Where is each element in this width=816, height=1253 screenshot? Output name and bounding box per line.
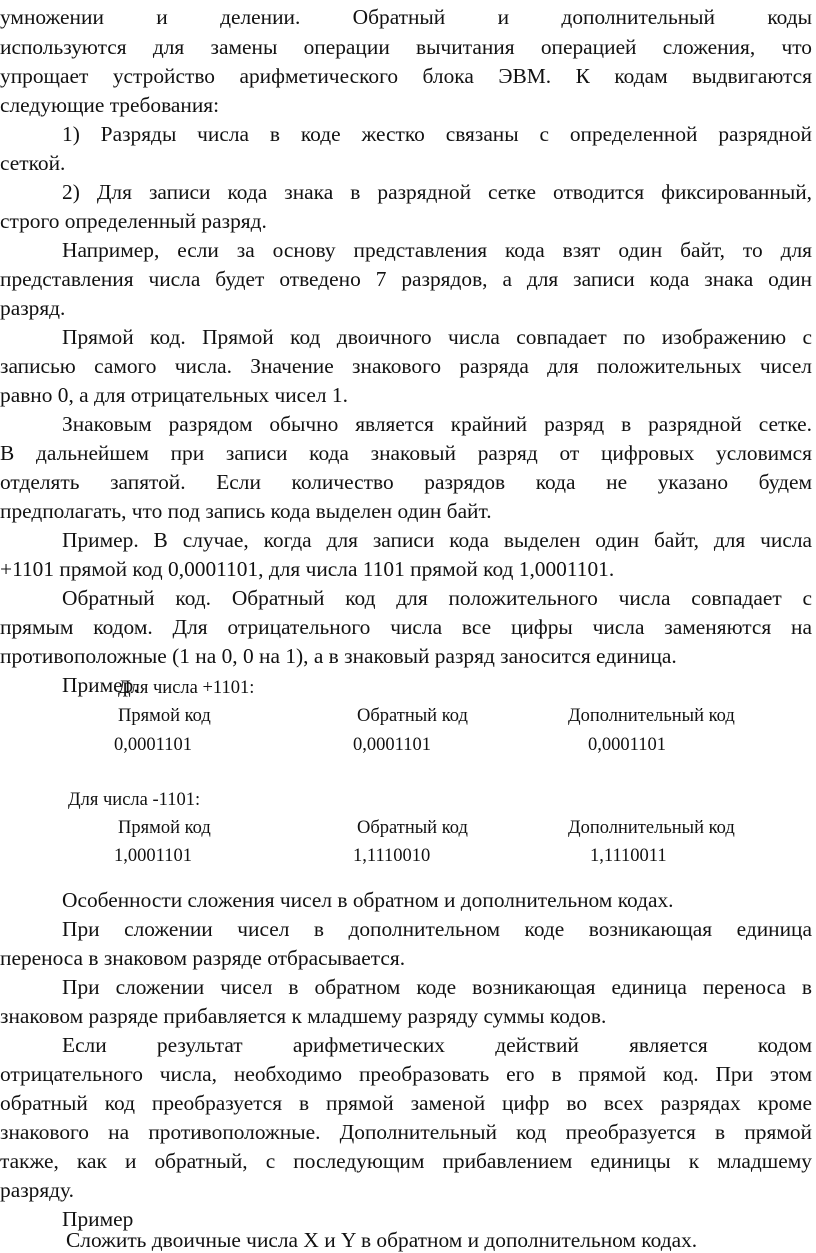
text-line: отделять запятой. Если количество разрядов кода не указано будем: [0, 470, 812, 494]
example-negative-title: Для числа -1101:: [68, 790, 201, 810]
text-line: При сложении чисел в дополнительном коде возникающая единица: [62, 917, 812, 941]
text-line: Сложить двоичные числа X и Y в обратном и дополнительном кодах.: [66, 1228, 698, 1252]
text-line: сеткой.: [0, 151, 66, 175]
text-line: Знаковым разрядом обычно является крайний разряд в разрядной сетке.: [62, 412, 812, 436]
header-inverse-code: Обратный код: [357, 706, 468, 726]
value-complement-code: 0,0001101: [588, 735, 666, 755]
section-heading: Особенности сложения чисел в обратном и дополнительном кодах.: [62, 888, 674, 912]
text-line: В дальнейшем при записи кода знаковый разряд от цифровых условимся: [0, 441, 812, 465]
value-direct-code: 1,0001101: [114, 846, 192, 866]
value-inverse-code: 1,1110010: [353, 846, 431, 866]
text-line: разряд.: [0, 296, 66, 320]
text-line: Прямой код. Прямой код двоичного числа совпадает по изображению с: [62, 325, 812, 349]
text-line: обратный код преобразуется в прямой заменой цифр во всех разрядах кроме: [0, 1091, 812, 1115]
text-line: знакового на противоположные. Дополнительный код преобразуется в прямой: [0, 1120, 812, 1144]
text-line: представления числа будет отведено 7 разрядов, а для записи кода знака один: [0, 267, 812, 291]
example-positive-title: Для числа +1101:: [118, 678, 255, 698]
text-line: отрицательного числа, необходимо преобразовать его в прямой код. При этом: [0, 1062, 812, 1086]
text-line: противоположные (1 на 0, 0 на 1), а в знаковый разряд заносится единица.: [0, 644, 677, 668]
header-direct-code: Прямой код: [118, 706, 211, 726]
text-line: Обратный код. Обратный код для положительного числа совпадает с: [62, 586, 812, 610]
text-line: знаковом разряде прибавляется к младшему разряду суммы кодов.: [0, 1004, 607, 1028]
list-item-2: 2) Для записи кода знака в разрядной сетке отводится фиксированный,: [62, 180, 812, 204]
text-line: При сложении чисел в обратном коде возникающая единица переноса в: [62, 975, 812, 999]
value-direct-code: 0,0001101: [114, 735, 192, 755]
text-line: Например, если за основу представления кода взят один байт, то для: [62, 238, 812, 262]
value-inverse-code: 0,0001101: [353, 735, 431, 755]
text-line: Если результат арифметических действий является кодом: [62, 1033, 812, 1057]
text-line: умножении и делении. Обратный и дополнительный коды: [0, 5, 812, 29]
text-line: упрощает устройство арифметического блока ЭВМ. К кодам выдвигаются: [0, 64, 812, 88]
text-line: переноса в знаковом разряде отбрасывается.: [0, 946, 406, 970]
text-line: строго определенный разряд.: [0, 209, 267, 233]
value-complement-code: 1,1110011: [590, 846, 667, 866]
text-line: +1101 прямой код 0,0001101, для числа 1101 прямой код 1,0001101.: [0, 557, 615, 581]
text-line: Пример.: [62, 673, 139, 697]
list-item-1: 1) Разряды числа в коде жестко связаны с определенной разрядной: [62, 122, 812, 146]
text-line: также, как и обратный, с последующим прибавлением единицы к младшему: [0, 1149, 812, 1173]
text-line: Пример: [62, 1207, 134, 1231]
text-line: прямым кодом. Для отрицательного числа все цифры числа заменяются на: [0, 615, 812, 639]
header-direct-code: Прямой код: [118, 818, 211, 838]
text-line: записью самого числа. Значение знакового разряда для положительных чисел: [0, 354, 812, 378]
text-line: равно 0, а для отрицательных чисел 1.: [0, 383, 348, 407]
text-line: разряду.: [0, 1178, 74, 1202]
text-line: следующие требования:: [0, 93, 220, 117]
text-line: Пример. В случае, когда для записи кода выделен один байт, для числа: [62, 528, 812, 552]
header-inverse-code: Обратный код: [357, 818, 468, 838]
header-complement-code: Дополнительный код: [568, 706, 735, 726]
header-complement-code: Дополнительный код: [568, 818, 735, 838]
text-line: предполагать, что под запись кода выделен один байт.: [0, 499, 492, 523]
text-line: используются для замены операции вычитания операцией сложения, что: [0, 35, 812, 59]
